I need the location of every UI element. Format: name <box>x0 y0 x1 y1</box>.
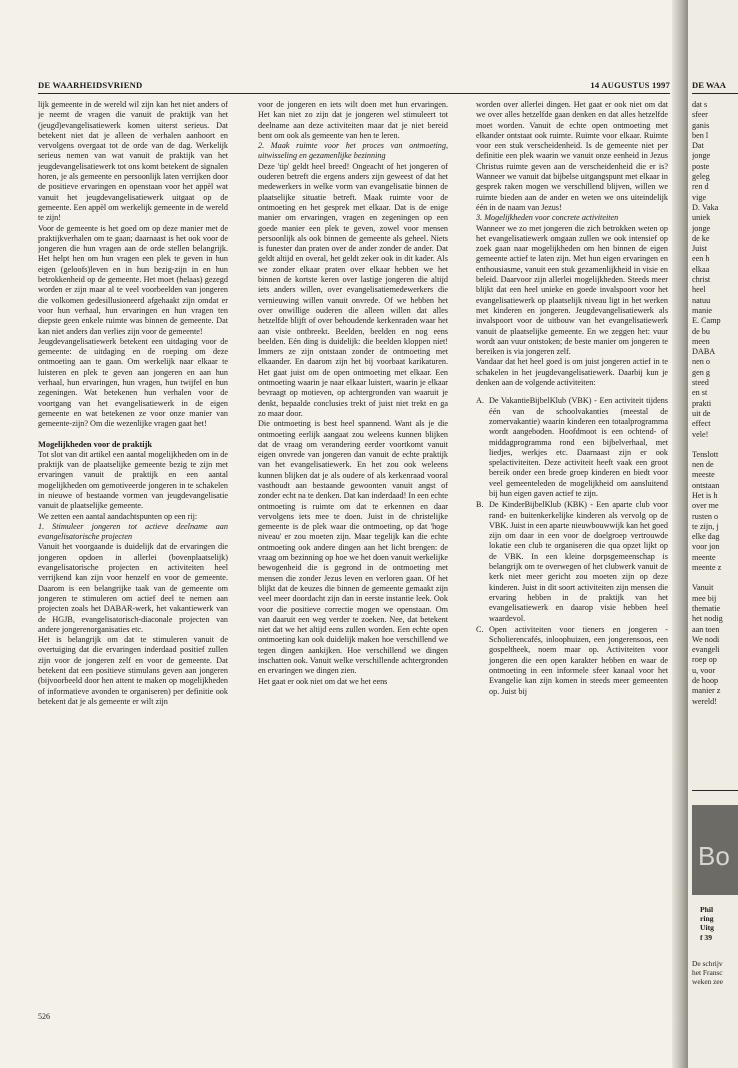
text-fragment: meente z <box>692 563 722 573</box>
text-fragment: dat s <box>692 100 708 109</box>
paragraph: We zetten een aantal aandachtspunten op een rij: <box>38 511 198 521</box>
subheading: 1. Stimuleer jongeren tot actieve deelname aan evangelisatorische projecten <box>38 521 228 542</box>
paragraph: Deze 'tip' geldt heel breed! Ongeacht of het jongeren of ouderen betreft die ergens anders zijn geweest of dat het medewerkers in welke vorm van evangelisatie binnen de plaatselijke situatie betreft. Maak ruimte voor de ontmoeting en het gesprek met elkaar. Dat is de enige manier om ervaringen, vragen en zegeningen op een goede manier een plek te geven, zowel voor mensen persoonlijk als ook binnen de gemeente als geheel. Niets is funester dan praten over de ander zonder de ander. Dat geldt altijd en overal, het geldt zeker ook in dit kader. Als we zonder elkaar praten over elkaar hebben we het binnen de kortste keren over lastige jongeren die altijd iets anders willen, over evangelisatiemedewerkers die vernieuwing willen vanuit onvrede. Of we hebben het over onwillige ouderen die alleen willen dat alles hetzelfde blijft of over behoudende kerkenraden waar het aan visie ontbreekt. Beelden, beelden en nog eens beelden. Eén ding is duidelijk: die beelden kloppen niet! Immers ze zijn ontstaan zonder de ontmoeting met elkaander. En daarom zijn het bij voorbaat karikaturen. Het gaat juist om de open ontmoeting met elkaar. Een ontmoeting waarin je naar elkaar luistert, waarin je elkaar bevraagt op motieven, op achtergronden van waaruit je denkt, bepaalde conclusies trekt of juist niet trekt en ga zo maar door. <box>258 161 448 418</box>
column-3 <box>476 100 668 1005</box>
text-fragment: Juist <box>692 244 708 254</box>
text-fragment: Tenslott <box>692 449 719 459</box>
right-page <box>688 0 738 1068</box>
right-column <box>692 100 738 800</box>
text-fragment: Dat <box>692 141 704 151</box>
section-rule <box>692 790 738 791</box>
text-fragment: de hoop <box>692 676 719 686</box>
book-banner: Bo <box>692 805 738 895</box>
text-fragment: het nodig <box>692 614 723 624</box>
text-fragment: nen de <box>692 460 714 470</box>
text-fragment: de bu <box>692 326 710 336</box>
paragraph: Vandaar dat het heel goed is om juist jongeren actief in te schakelen in het jeugdevangelisatiewerk. Daarbij kun je denken aan de volgende activiteiten: <box>476 357 668 388</box>
paragraph: Tot slot van dit artikel een aantal mogelijkheden om in de praktijk van de plaatselijke gemeente bezig te zijn met ervaringen vanuit de praktijk en een aantal mogelijkheden om gemotiveerde jongeren in te schakelen in nieuwe of bestaande vormen van jeugdevangelisatie vanuit de plaatselijke gemeente. <box>38 449 228 511</box>
list-item <box>476 396 668 499</box>
text-fragment: We nodi <box>692 634 720 644</box>
text-fragment: uit de <box>692 408 711 418</box>
book-gutter <box>672 0 688 1068</box>
text-fragment: DABA <box>692 347 716 357</box>
text-fragment: voor jon <box>692 542 720 552</box>
running-header <box>38 80 670 93</box>
text-fragment: en st <box>692 388 708 398</box>
paragraph: lijk gemeente in de wereld wil zijn kan het niet anders of je neemt de vragen die vanuit de praktijk van het (jeugd)evangelisatiewerk komen uiterst serieus. Dat betekent niet dat je alleen de verhalen aanhoort en vervolgens overgaat tot de orde van de dag. Werkelijk serieus nemen van wat vanuit de praktijk van het jeugdevangelisatiewerk tot ons komt betekent de signalen horen, je als gemeente en persoonlijk laten verrijken door de positieve ervaringen en openstaan voor het appèl wat vanuit het jeugdevangelisatiewerk uitgaat op de gemeente. Een appèl om werkelijk gemeente in de wereld te zijn! <box>38 100 228 223</box>
text-fragment: ren d <box>692 182 709 192</box>
paragraph: Voor de gemeente is het goed om op deze manier met de praktijkverhalen om te gaan; daarnaast is het ook voor de jongeren die hun vragen aan de orde stellen belangrijk. Het helpt hen om hun vragen een plek te geven in hun eigen (geloofs)leven en in hun bezig-zijn in en hun betrokkenheid op de gemeente. Het moet (helaas) gezegd worden er zijn maar al te veel voorbeelden van jongeren die volkomen gedesillusioneerd afgehaakt zijn omdat er voor hun verhaal, hun ervaringen en hun vragen ten diepste geen enkele ruimte was binnen de gemeente. Dat kan niet anders dan verlies zijn voor de gemeente! <box>38 223 228 336</box>
text-fragment: ontstaan <box>692 480 720 490</box>
book-description-line: weken zee <box>692 976 723 986</box>
issue-date: 14 AUGUSTUS 1997 <box>590 80 670 90</box>
text-fragment: u, voor <box>692 665 716 675</box>
list-marker: A. <box>476 396 484 406</box>
text-fragment: evangeli <box>692 645 720 655</box>
text-fragment: thematie <box>692 603 721 613</box>
book-description-line: het Fransc <box>692 967 723 977</box>
text-fragment: vige <box>692 192 707 202</box>
list-marker: C. <box>476 624 484 634</box>
paragraph: Het is belangrijk om dat te stimuleren vanuit de overtuiging dat die ervaringen inderdaad positief zullen zijn voor de jongeren zelf en voor de gemeente. Dat betekent dat een positieve stimulans geven aan jongeren (bijvoorbeeld door hen attent te maken op mogelijkheden of informatieve avonden te organiseren) per definitie ook betekent dat je als gemeente er wilt zijn <box>38 635 228 706</box>
column-2 <box>258 100 448 1005</box>
paragraph: Jeugdevangelisatiewerk betekent een uitdaging voor de gemeente: de uitdaging en de roeping om deze ontmoeting aan te gaan. Om werkelijk naar elkaar te luisteren en plek te geven aan jongeren en aan hun verhaal, hun ervaringen, hun vragen, hun twijfel en hun zegeningen. Wat betekenen hun verhalen voor de voortgang van het evangelisatiewerk in de eigen gemeente en wat betekenen ze voor onze manier van gemeente-zijn? Om die wezenlijke vragen gaat het! <box>38 336 228 429</box>
text-fragment: over me <box>692 501 719 511</box>
text-fragment: meen <box>692 336 710 346</box>
text-fragment: elke dag <box>692 532 720 542</box>
text-fragment: jonge <box>692 151 711 161</box>
header-rule <box>692 93 738 94</box>
activity-list <box>476 396 668 697</box>
text-fragment: ganis <box>692 120 710 130</box>
text-fragment: de ke <box>692 233 710 243</box>
text-fragment: aan toen <box>692 624 720 634</box>
section-heading: Mogelijkheden voor de praktijk <box>38 439 153 449</box>
book-detail-line: ring <box>700 914 714 924</box>
text-fragment: sfeer <box>692 110 708 120</box>
list-item-text: Open activiteiten voor tieners en jongeren - Scholierencafés, inloophuizen, een jongerensoos, een gospeltheek, noem maar op. Activiteiten voor jongeren die een open karakter hebben en waar de ontmoeting in een informele sfeer kanaal voor het Evangelie kan zijn komen in steeds meer gemeenten op. Juist bij <box>489 624 668 696</box>
paragraph: Het gaat er ook niet om dat we het eens <box>258 676 388 686</box>
text-fragment: gen g <box>692 367 710 377</box>
paragraph: Vanuit het voorgaande is duidelijk dat de ervaringen die jongeren opdoen in allerlei (bovenplaatselijk) evangelisatorische projecten en activiteiten heel verrijkend kan zijn voor henzelf en voor de gemeente. Daarom is een belangrijke taak van de gemeente om jongeren te stimuleren om actief deel te nemen aan projecten zoals het DABAR-werk, het vakantiewerk van de HGJB, evangelisatorisch-diaconale projecten van andere jongerenorganisaties etc. <box>38 542 228 634</box>
book-details <box>700 905 738 942</box>
publication-name: DE WAARHEIDSVRIEND <box>38 80 143 90</box>
header-rule <box>38 93 670 94</box>
text-fragment: natuu <box>692 295 711 305</box>
page-number: 526 <box>38 1012 50 1021</box>
running-header: DE WAA <box>692 80 726 90</box>
paragraph: voor de jongeren en iets wilt doen met hun ervaringen. Het kan niet zo zijn dat je jongeren wel stimuleert tot deelname aan deze activiteiten maar dat je niet bereid bent om ook als gemeente van hen te leren. <box>258 100 448 140</box>
list-item-text: De VakantieBijbelKlub (VBK) - Een activiteit tijdens één van de schoolvakanties (meestal de zomervakantie) waarin kinderen een totaalprogramma wordt aangeboden. Hoofdmoot is een ochtend- of middagprogramma rond een bijbelverhaal, met liedjes, werkjes etc. Daarnaast zijn er ook spelactiviteiten. Deze activiteit heeft vaak een groot bereik onder een brede groep kinderen en biedt voor veel gemeenteleden de mogelijkheid om aansluitend bij hun eigen gaven actief te zijn. <box>489 396 668 498</box>
text-fragment: uniek <box>692 213 711 223</box>
text-fragment: roep op <box>692 655 717 665</box>
list-item-text: De KinderBijbelKlub (KBK) - Een aparte club voor rand- en buitenkerkelijke kinderen als vervolg op de VBK. Juist in een aparte nieuwbouwwijk kan het goed zijn om daar in een voor de doelgroep vertrouwde lokatie een club te organiseren die qua opzet lijkt op de VBK. In een kleine dorpsgemeenschap is belangrijk om te overwegen of het clubwerk vanuit de kerk niet meer gericht zou moeten zijn op deze kinderen. Juist in dit soort activiteiten zijn mensen die ervaring hebben in de praktijk van het evangelisatiewerk en daarop visie hebben heel waardevol. <box>489 500 668 623</box>
text-fragment: een h <box>692 254 710 264</box>
paragraph: Wanneer we zo met jongeren die zich betrokken weten op het evangelisatiewerk omgaan zullen we ook intensief op zoek gaan naar mogelijkheden om hen binnen de eigen gemeente actief te laten zijn. Met hun eigen ervaringen en enthousiasme, vanuit een stuk gezamenlijkheid in visie en beleid. Daarvoor zijn allerlei mogelijkheden. Steeds meer blijkt dat een heel unieke en goede invalspoort voor het evangelisatiewerk op plaatselijk niveau ligt in het werken met kinderen en jongeren. Jeugdevangelisatiewerk als invalspoort voor de uitbouw van het evangelisatiewerk vanuit de plaatselijke gemeente. En we zeggen het: vuur wordt aan vuur ontstoken; de beste manier om jongeren te bereiken is via jongeren zelf. <box>476 223 668 357</box>
book-detail-line: Phil <box>700 905 714 914</box>
text-fragment: meeste <box>692 470 715 480</box>
text-fragment: heel <box>692 285 706 295</box>
text-fragment: vele! <box>692 429 709 439</box>
paragraph: Die ontmoeting is best heel spannend. Want als je die ontmoeting eerlijk aangaat zou weleens kunnen blijken dat de vraag om verandering eerder voortkomt vanuit eigen onvrede van jongeren dan vanuit de echte praktijk van het evangelisatiewerk. En het zou ook weleens kunnen blijken dat je als oudere of als kerkenraad vooral vasthoudt aan bestaande gewoonten vanuit angst of zonder echt na te denken. Dat kan inderdaad! In een echte ontmoeting is ruimte om dat te erkennen en daar vervolgens iets mee te doen. Juist in de christelijke gemeente is de plek waar die ontmoeting, op dat 'hoge niveau' er zou moeten zijn. Maar tegelijk kan die echte ontmoeting ook andere dingen aan het licht brengen: de vraag om bezinning op hoe we het doen vanuit werkelijke bewogenheid die is gegrond in de ontmoeting met mensen die zonder Jezus leven en verloren gaan. Of het blijkt dat de keuzes die binnen de gemeente gemaakt zijn veel meer doordacht zijn dan in eerste instantie leek. Ook voor die positieve correctie mogen we openstaan. Om van daaruit een weg verder te zoeken. Nee, dat betekent niet dat we het altijd eens zullen worden. Een echte open ontmoeting kan ook duidelijk maken hoe verschillend we tegen dingen aankijken. Hoe verschillend we dingen inschatten ook. Vanuit welke verschillende achtergronden en ervaringen we dingen zien. <box>258 419 448 676</box>
column-1 <box>38 100 228 1005</box>
subheading: 2. Maak ruimte voor het proces van ontmoeting, uitwisseling en gezamenlijke bezinning <box>258 141 448 161</box>
text-fragment: E. Camp <box>692 316 721 326</box>
text-fragment: nen o <box>692 357 710 367</box>
book-description <box>692 960 738 986</box>
text-fragment: Vanuit <box>692 583 714 593</box>
text-fragment: poste <box>692 161 710 171</box>
text-fragment: jonge <box>692 223 711 233</box>
text-fragment: rusten o <box>692 511 719 521</box>
subheading: 3. Mogelijkheden voor concrete activiteiten <box>476 213 619 223</box>
list-item <box>476 625 668 697</box>
text-fragment: steed <box>692 378 709 388</box>
list-marker: B. <box>476 500 484 510</box>
text-fragment: meente <box>692 552 716 562</box>
text-fragment: effect <box>692 419 711 429</box>
text-fragment: D. Vaka <box>692 202 719 212</box>
text-fragment: Het is h <box>692 490 718 500</box>
book-detail-line: f 39 <box>700 932 713 942</box>
text-fragment: ben l <box>692 130 709 140</box>
text-fragment: te zijn, j <box>692 521 719 531</box>
text-fragment: prakti <box>692 398 712 408</box>
paragraph: worden over allerlei dingen. Het gaat er ook niet om dat we over alles hetzelfde gaan denken en dat alles hetzelfde moet worden. Vanuit de echte open ontmoeting met elkander ontstaat ook ruimte. Ruimte voor elkaar. Ruimte voor een stuk verscheidenheid. Is de gemeente niet per definitie een plek waarin we vanuit onze eenheid in Jezus Christus ruimte geven aan de verscheidenheid die er is? Wanneer we vanuit dat bijbelse uitgangspunt met elkaar in gesprek raken mogen we verschillend blijven, willen we ruimte bieden aan de ander en weten we ons uiteindelijk één in de naam van Jezus! <box>476 100 668 212</box>
book-detail-line: Uitg <box>700 923 714 933</box>
text-fragment: elkaa <box>692 264 710 274</box>
book-description-line: De schrijv <box>692 960 723 968</box>
text-fragment: geleg <box>692 172 710 182</box>
text-fragment: manier z <box>692 686 721 696</box>
text-fragment: christ <box>692 275 711 285</box>
text-fragment: wereld! <box>692 696 718 706</box>
text-fragment: manie <box>692 305 713 315</box>
list-item <box>476 500 668 624</box>
text-fragment: mee bij <box>692 593 717 603</box>
